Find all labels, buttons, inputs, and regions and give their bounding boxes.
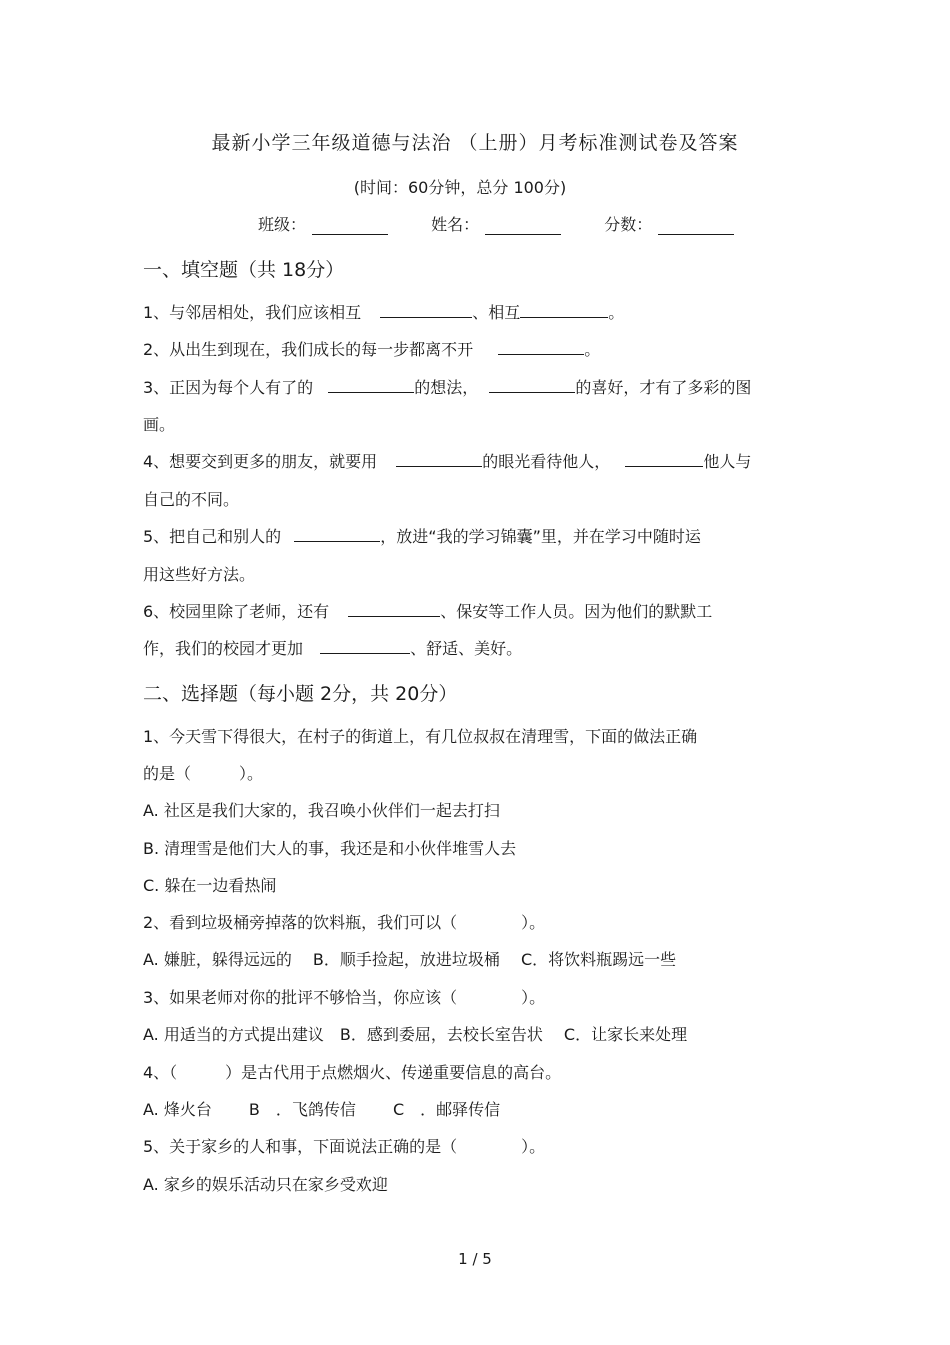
section-heading-choice: 二、选择题（每小题 2分，共 20分） — [143, 683, 458, 705]
answer-blank — [328, 377, 414, 393]
question-choice-2-stem: 2、看到垃圾桶旁掉落的饮料瓶，我们可以（ ）。 — [143, 913, 546, 932]
question-text: 的想法， — [414, 378, 479, 397]
name-label: 姓名： — [431, 215, 480, 234]
name-field — [431, 212, 561, 235]
name-blank — [485, 218, 561, 235]
question-text: 5、把自己和别人的 — [143, 527, 282, 546]
question-fill-6 — [143, 599, 712, 622]
options-2: A. 嫌脏，躲得远远的 B．顺手捡起，放进垃圾桶 C．将饮料瓶踢远一些 — [143, 950, 677, 969]
question-fill-6-cont — [143, 636, 522, 659]
exam-time-score: (时间：60分钟，总分 100分) — [353, 178, 567, 197]
option-1b: B. 清理雪是他们大人的事，我还是和小伙伴堆雪人去 — [143, 839, 517, 858]
answer-blank — [520, 302, 608, 318]
question-text: 1、与邻居相处，我们应该相互 — [143, 303, 362, 322]
option-5a: A. 家乡的娱乐活动只在家乡受欢迎 — [143, 1175, 388, 1194]
question-fill-4-cont: 自己的不同。 — [143, 490, 240, 509]
question-fill-3 — [143, 375, 751, 398]
question-text: 、保安等工作人员。因为他们的默默工 — [440, 602, 713, 621]
question-fill-4 — [143, 449, 751, 472]
options-3: A. 用适当的方式提出建议 B．感到委屈，去校长室告状 C．让家长来处理 — [143, 1025, 688, 1044]
question-text: 。 — [608, 303, 625, 322]
answer-blank — [489, 377, 575, 393]
question-choice-5-stem: 5、关于家乡的人和事，下面说法正确的是（ ）。 — [143, 1137, 546, 1156]
answer-blank — [294, 526, 380, 542]
answer-blank — [320, 638, 410, 654]
question-text: 他人与 — [703, 452, 752, 471]
answer-blank — [498, 339, 584, 355]
option-1c: C. 躲在一边看热闹 — [143, 876, 277, 895]
class-blank — [312, 218, 388, 235]
class-label: 班级： — [258, 215, 307, 234]
student-info-row — [258, 212, 772, 235]
option-1a: A. 社区是我们大家的，我召唤小伙伴们一起去打扫 — [143, 801, 500, 820]
question-text: 的喜好，才有了多彩的图 — [575, 378, 752, 397]
question-fill-5-cont: 用这些好方法。 — [143, 565, 256, 584]
question-text: 、相互 — [472, 303, 521, 322]
question-text: 2、从出生到现在，我们成长的每一步都离不开 — [143, 340, 474, 359]
answer-blank — [380, 302, 472, 318]
question-fill-1 — [143, 300, 624, 323]
options-4: A. 烽火台 B ．飞鸽传信 C ．邮驿传信 — [143, 1100, 501, 1119]
score-blank — [658, 218, 734, 235]
question-fill-2 — [143, 337, 600, 360]
question-text: 6、校园里除了老师，还有 — [143, 602, 330, 621]
page-number: 1 / 5 — [458, 1250, 492, 1268]
question-fill-5 — [143, 524, 701, 547]
question-choice-1-stem: 1、今天雪下得很大，在村子的街道上，有几位叔叔在清理雪，下面的做法正确 — [143, 727, 698, 746]
page-title: 最新小学三年级道德与法治 （上册）月考标准测试卷及答案 — [211, 132, 739, 154]
question-text: 、舒适、美好。 — [410, 639, 523, 658]
score-label: 分数： — [604, 215, 653, 234]
question-text: 3、正因为每个人有了的 — [143, 378, 314, 397]
class-field — [258, 212, 388, 235]
question-text: 的眼光看待他人， — [482, 452, 611, 471]
question-choice-1-stem-cont: 的是（ ）。 — [143, 764, 264, 783]
answer-blank — [625, 451, 703, 467]
question-choice-4-stem: 4、（ ）是古代用于点燃烟火、传递重要信息的高台。 — [143, 1063, 562, 1082]
section-heading-fill-blank: 一、填空题（共 18分） — [143, 259, 345, 281]
question-text: 作，我们的校园才更加 — [143, 639, 304, 658]
question-text: ，放进“我的学习锦囊”里，并在学习中随时运 — [380, 527, 701, 546]
question-choice-3-stem: 3、如果老师对你的批评不够恰当，你应该（ ）。 — [143, 988, 546, 1007]
answer-blank — [396, 451, 482, 467]
question-fill-3-cont: 画。 — [143, 415, 176, 434]
question-text: 。 — [584, 340, 601, 359]
question-text: 4、想要交到更多的朋友，就要用 — [143, 452, 378, 471]
answer-blank — [348, 601, 440, 617]
score-field — [604, 212, 734, 235]
